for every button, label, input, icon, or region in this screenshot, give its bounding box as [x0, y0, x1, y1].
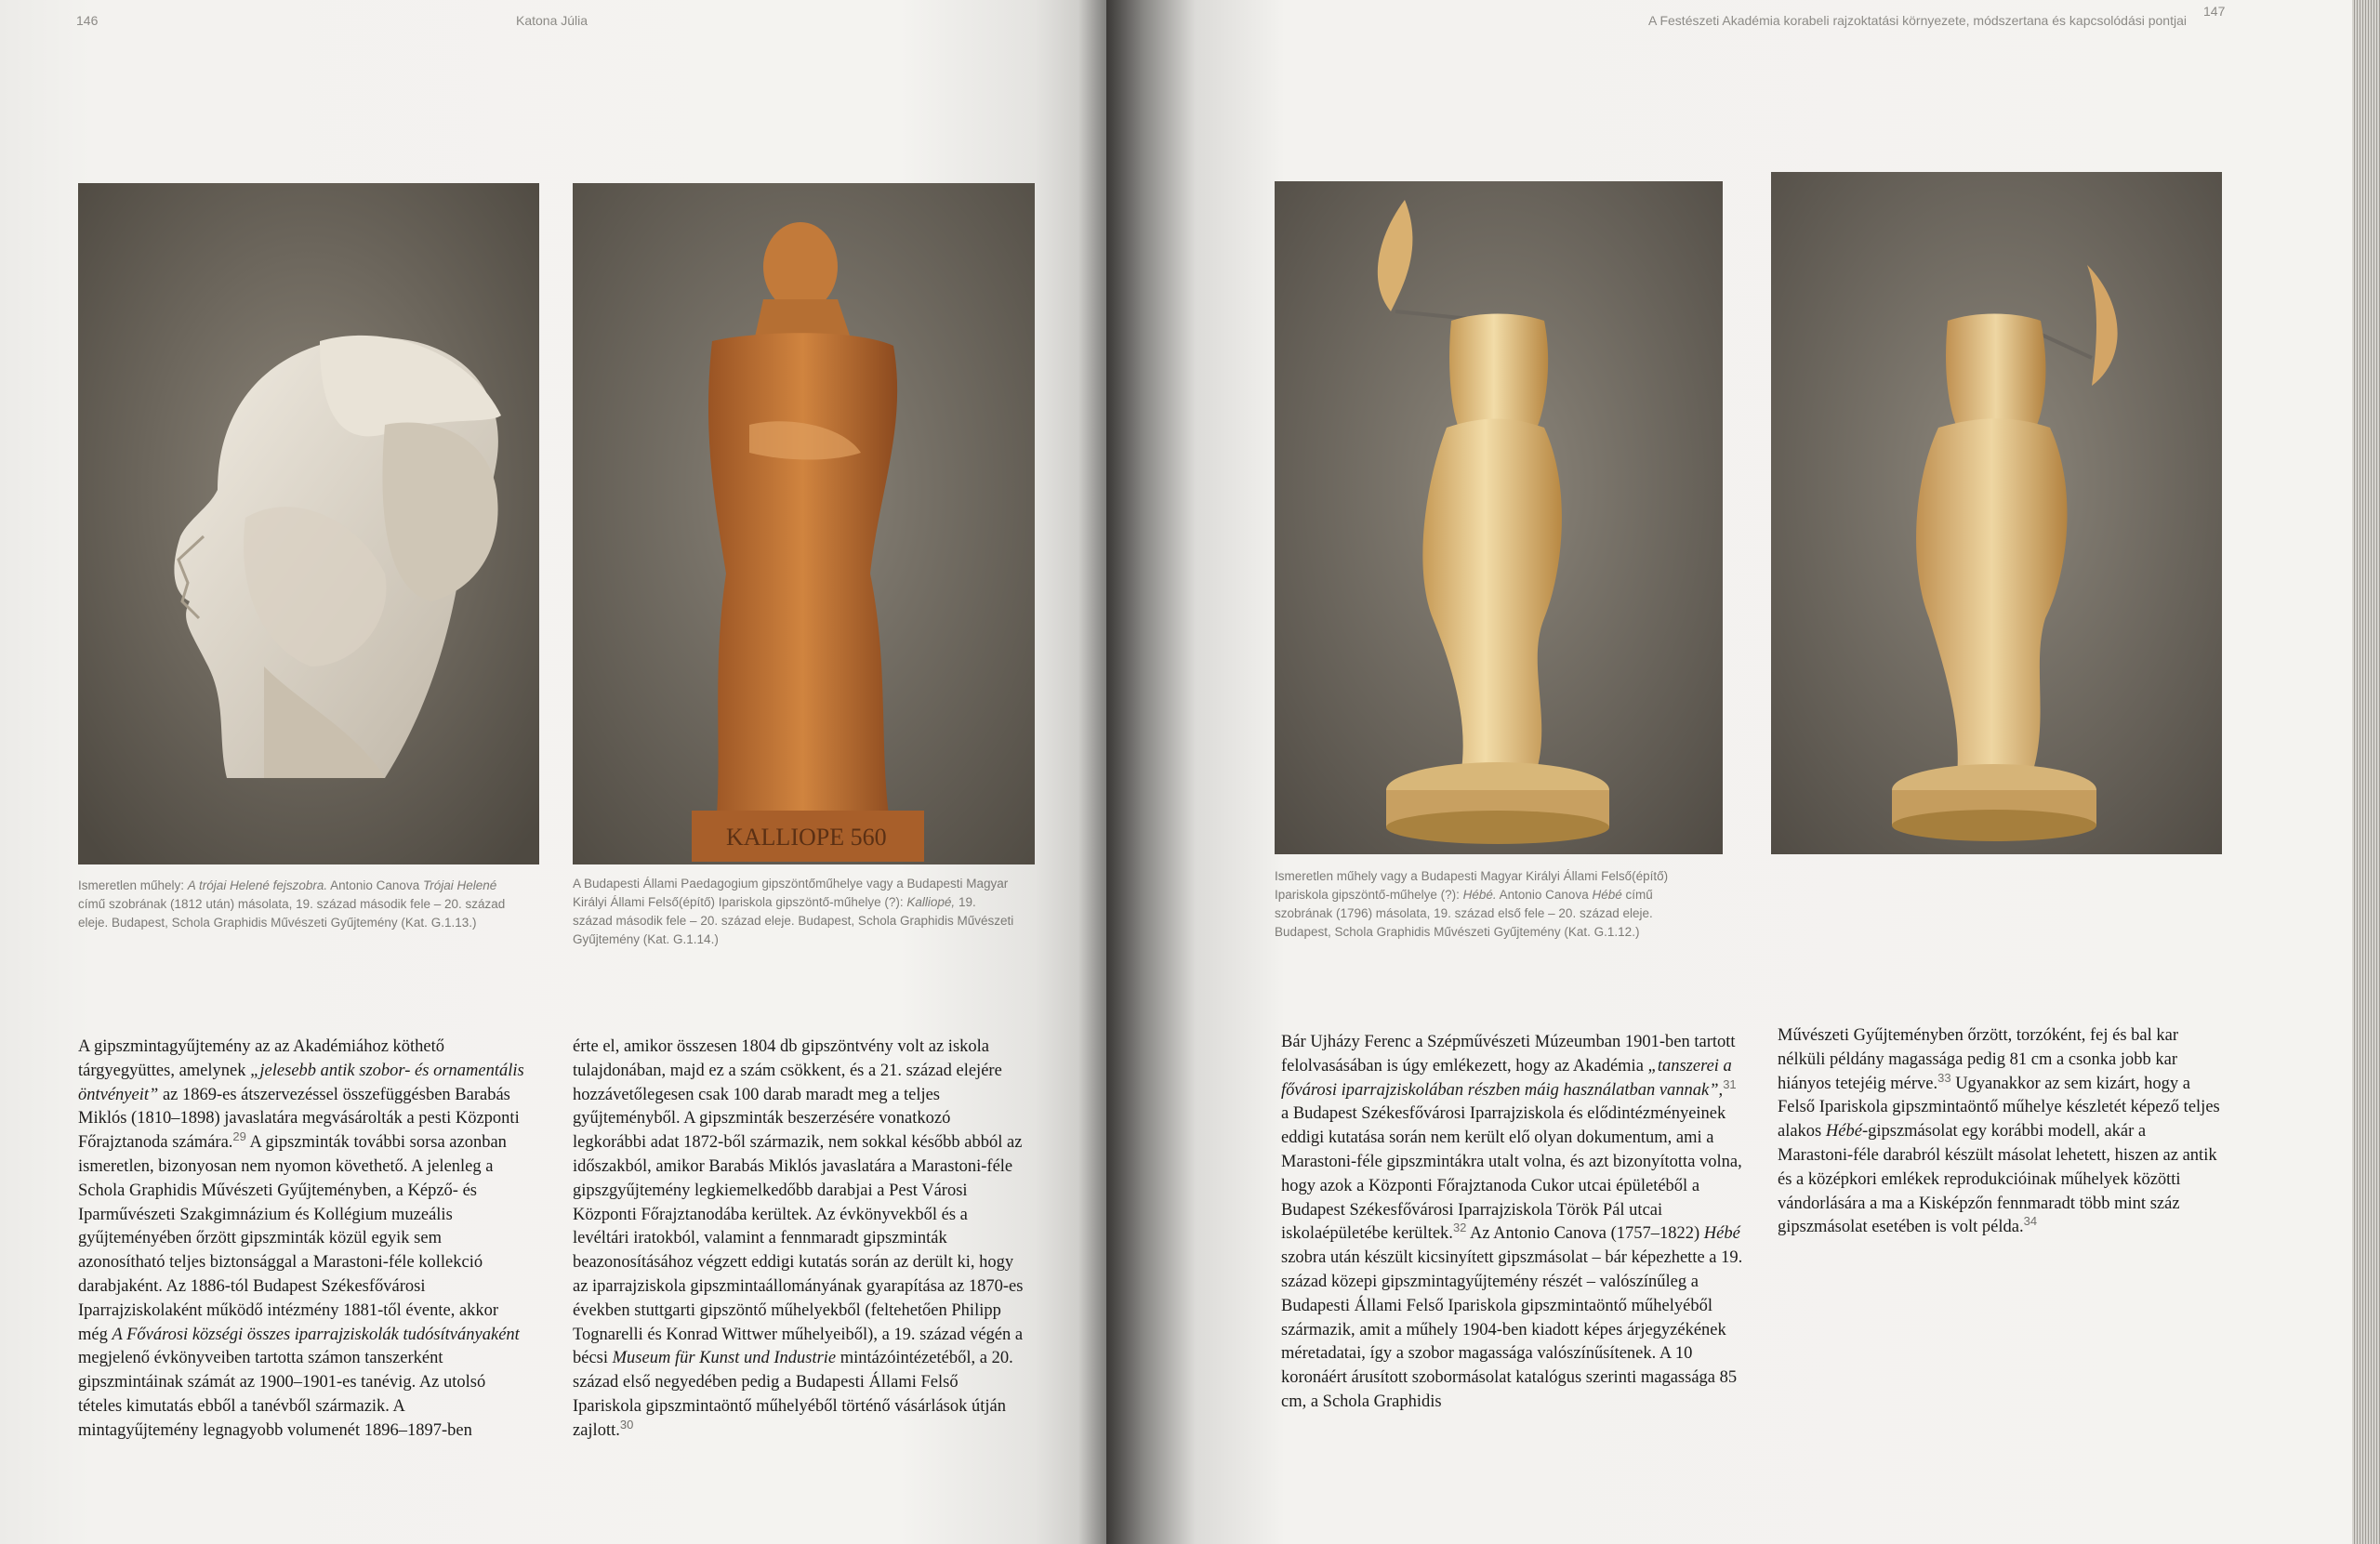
body-column-2	[573, 1036, 1028, 1444]
hebe-front-illustration	[1275, 181, 1723, 854]
body-text: szobra után készült kicsinyített gipszmásolat – bár képezhette a 19. század közepi gipszmintagyűjtemény részét – valószínűleg a Budapesti Állami Felső Ipariskola gipszmintaöntő műhelyéből származik, amit a műhely 1904-ben kiadott képes árjegyzékének méretadatai, így a szobor magassága valószínűsítenek. A 10 koronáért árusított szobormásolat katalógus szerinti magassága 85 cm, a Schola Graphidis	[1281, 1248, 1743, 1411]
body-text: érte el, amikor összesen 1804 db gipszöntvény volt az iskola tulajdonában, majd ez a szám csökkent, és a 21. század elejére hozzávetőlegesen csak 100 darab maradt meg a teljes gyűjteményből. A gipszminták beszerzésére vonatkozó legkorábbi adat 1872-ből származik, nem sokkal később abból az időszakból, amikor Barabás Miklós javaslatára a Marastoni-féle gipszgyűjtemény legkiemelkedőbb darabjai a Pest Városi Központi Főrajztanodába kerültek. Az évkönyvekből és a levéltári iratokból, valamint a fennmaradt gipszminták beazonosításához végzett eddigi kutatás során az derült ki, hogy az iparrajziskola gipszmintaállományának gyarapítása az 1870-es években stuttgarti gipszöntő műhelyekből (feltehetően Philipp Tognarelli és Konrad Wittwer műhelyeiből), a 19. század végén a bécsi	[573, 1037, 1024, 1368]
body-text: megjelenő évkönyveiben tartotta számon tanszerként gipszmintáinak számát az 1900–1901-es tanévig. Az utolsó tételes kimutatás ebből a tanévből származik. A mintagyűjtemény legnagyobb volumenét 1896–1897-ben	[78, 1349, 486, 1440]
body-italic: A Fővárosi községi összes iparrajziskolák tudósítványaként	[112, 1325, 520, 1344]
caption-text: 19. század második fele – 20. század eleje. Budapest, Schola Graphidis Művészeti Gyűjtemény (Kat. G.1.14.)	[573, 895, 1014, 946]
photo-hebe-back	[1771, 172, 2222, 854]
plaque-inscription: KALLIOPE 560	[726, 824, 887, 851]
body-column-4	[1778, 1024, 2224, 1240]
caption-title: A trójai Helené fejszobra.	[187, 878, 328, 892]
body-column-1	[78, 1036, 524, 1444]
body-italic: Museum für Kunst und Industrie	[612, 1349, 837, 1368]
caption-title: Hébé.	[1462, 888, 1497, 902]
caption-title: Trójai Helené	[422, 878, 497, 892]
caption-text: Ismeretlen műhely:	[78, 878, 188, 892]
helen-head-illustration	[78, 183, 539, 864]
caption-text: című szobrának (1796) másolata, 19. század első fele – 20. század eleje. Budapest, Schola Graphidis Művészeti Gyűjtemény (Kat. G.1.12.)	[1275, 888, 1653, 939]
left-page	[0, 0, 1125, 1544]
running-head-title: A Festészeti Akadémia korabeli rajzoktatási környezete, módszertana és kapcsolódási pontjai	[1648, 13, 2187, 28]
footnote-ref: 33	[1937, 1070, 1951, 1085]
body-column-3	[1281, 1031, 1746, 1415]
body-text: az 1869-es átszervezéssel összefüggésben Barabás Miklós (1810–1898) javaslatára megvásárolták a pesti Központi Főrajztanoda számára.	[78, 1085, 520, 1153]
footnote-ref: 30	[619, 1417, 634, 1432]
caption-title: Kalliopé,	[906, 895, 956, 909]
body-text: a Budapest Székesfővárosi Iparrajziskola és elődintézményeinek eddigi kutatása során nem került elő olyan dokumentum, ami a Marastoni-féle gipszmintákra utalt volna, és azt bizonyította volna, hogy azok a Központi Főrajztanoda Cukor utcai épületéből a Budapest Székesfővárosi Iparrajziskola Török Pál utcai iskolaépületébe kerültek.	[1281, 1104, 1742, 1244]
body-text: A gipszmintagyűjtemény az az Akadémiához köthető tárgyegyüttes, amelynek	[78, 1037, 445, 1080]
footnote-ref: 32	[1452, 1221, 1467, 1235]
footnote-ref: 31	[1723, 1076, 1737, 1091]
photo-helen-head	[78, 183, 539, 864]
caption-text: Antonio Canova	[1496, 888, 1593, 902]
caption-text: Antonio Canova	[327, 878, 423, 892]
hebe-back-illustration	[1771, 172, 2222, 854]
caption-text: A Budapesti Állami Paedagogium gipszöntőműhelye vagy a Budapesti Magyar Királyi Állami Felső(építő) Ipariskola gipszöntő-műhelye (?):	[573, 877, 1009, 909]
running-head-author: Katona Júlia	[516, 13, 588, 28]
right-page	[1106, 0, 2380, 1544]
photo-calliope	[573, 183, 1035, 864]
caption-title: Hébé	[1592, 888, 1622, 902]
body-italic: Hébé	[1825, 1122, 1862, 1142]
body-text: Az Antonio Canova (1757–1822)	[1466, 1224, 1704, 1244]
caption-calliope	[573, 875, 1019, 949]
calliope-illustration	[573, 183, 1035, 864]
footnote-ref: 29	[232, 1129, 246, 1144]
body-text: A gipszminták további sorsa azonban ismeretlen, bizonyosan nem nyomon követhető. A jelenleg a Schola Graphidis Művészeti Gyűjteményben, a Képző- és Iparművészeti Szakgimnázium és Kollégium muzeális gyűjteményében őrzött gipszminták közül egyik sem azonosítható teljes biztonsággal a Marastoni-féle kollekció darabjaként. Az 1886-tól Budapest Székesfővárosi Iparrajziskolaként működő intézmény 1881-től évente, akkor még	[78, 1133, 507, 1344]
footnote-ref: 34	[2023, 1214, 2038, 1229]
page-number-right: 147	[2203, 4, 2226, 19]
caption-text: című szobrának (1812 után) másolata, 19. század második fele – 20. század eleje. Budapest, Schola Graphidis Művészeti Gyűjtemény (Kat. G.1.13.)	[78, 897, 506, 930]
caption-helen	[78, 877, 522, 932]
page-stack-edge	[2352, 0, 2380, 1544]
body-text: mintázóintézetéből, a 20. század első negyedében pedig a Budapesti Állami Felső Ipariskola gipszmintaöntő műhelyéből történő vásárlások útján zajlott.	[573, 1349, 1013, 1440]
body-text: -gipszmásolat egy korábbi modell, akár a Marastoni-féle darabról készült másolat lehetett, hiszen az antik és a középkori emlékek reprodukcióinak műhelyek közötti vándorlására a ma a Kisképzőn fennmaradt több mint száz gipszmásolat esetében is volt példa.	[1778, 1122, 2217, 1237]
caption-hebe	[1275, 867, 1712, 942]
caption-text: Ismeretlen műhely vagy a Budapesti Magyar Királyi Állami Felső(építő) Ipariskola gipszöntő-műhelye (?):	[1275, 869, 1669, 902]
page-number-left: 146	[76, 13, 99, 28]
body-text: Ugyanakkor az sem kizárt, hogy a Felső Ipariskola gipszmintaöntő műhelye készletét képező teljes alakos	[1778, 1074, 2220, 1142]
photo-hebe-front	[1275, 181, 1723, 854]
body-text: Művészeti Gyűjteményben őrzött, torzóként, fej és bal kar nélküli példány magassága pedig 81 cm a csonka jobb kar hiányos tetejéig mérve.	[1778, 1026, 2179, 1093]
body-text: Bár Ujházy Ferenc a Szépművészeti Múzeumban 1901-ben tartott felolvasásában is úgy emlékezett, hogy az Akadémia	[1281, 1033, 1736, 1076]
body-italic: „tanszerei a fővárosi iparrajziskolában részben máig használatban vannak”,	[1281, 1056, 1732, 1100]
body-italic: „jelesebb antik szobor- és ornamentális öntvényeit”	[78, 1061, 524, 1104]
body-italic: Hébé	[1703, 1224, 1740, 1244]
